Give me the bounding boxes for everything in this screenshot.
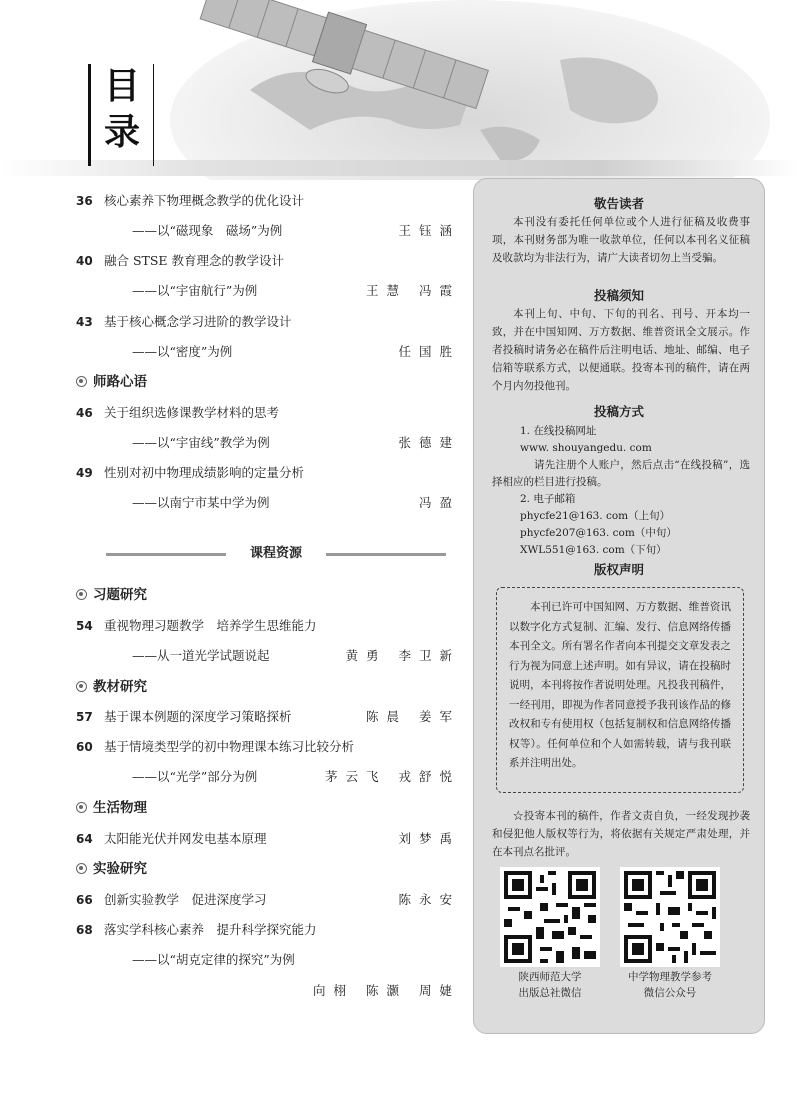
title-char-1: 目 <box>103 66 140 107</box>
article-author: 冯盈 <box>418 495 460 510</box>
copyright-text: 本刊已许可中国知网、万方数据、维普资讯以数字化方式复制、汇编、发行、信息网络传播本刊全文。所有署名作者向本刊提交文章发表之行为视为同意上述声明。如有异议，请在投稿时说明，本刊将按作者说明处理。凡投我刊稿件，一经刊用，即视为作者同意授予我刊该作品的修改权和专有使用权（包括复制权和信息网络传播权等）。任何单位和个人如需转载，请与我刊联系并注明出处。 <box>509 601 731 769</box>
title-char-2: 录 <box>103 112 140 153</box>
page-number: 54 <box>76 619 93 633</box>
article-title: 基于课本例题的深度学习策略探析 <box>104 709 292 724</box>
target-icon <box>76 589 87 600</box>
qr-code-publisher[interactable] <box>500 867 600 967</box>
plagiarism-warning: ☆投寄本刊的稿件，作者文责自负，一经发现抄袭和侵犯他人版权等行为，将依据有关规定严肃处理，并在本刊点名批评。 <box>492 810 750 858</box>
target-icon <box>76 681 87 692</box>
article-author: 王慧 冯霞 <box>366 283 460 298</box>
online-instructions: 请先注册个人账户，然后点击“在线投稿”，选择相应的栏目进行投稿。 <box>492 459 750 488</box>
article-author: 茅云飞 戎舒悦 <box>325 769 460 784</box>
article-author: 张德建 <box>398 435 460 450</box>
article-title: 基于核心概念学习进阶的教学设计 <box>104 314 292 329</box>
section-heading-jiaocai <box>76 677 147 697</box>
section-heading-shenghuo <box>76 798 147 818</box>
article-title: 核心素养下物理概念教学的优化设计 <box>104 193 305 208</box>
submission-notes-text: 本刊上旬、中旬、下旬的刊名、刊号、开本均一致，并在中国知网、万方数据、维普资讯全文展示。作者投稿时请务必在稿件后注明电话、地址、邮编、电子信箱等联系方式，以便通联。投寄本刊的稿件，请在两个月内勿投他刊。 <box>492 308 750 392</box>
section-label: 师路心语 <box>93 374 147 390</box>
article-subtitle: ——以“宇宙航行”为例 <box>132 283 258 298</box>
caption-line: 中学物理教学参考 <box>628 971 712 983</box>
submission-url[interactable]: www. shouyangedu. com <box>520 442 652 454</box>
qr-code-icon <box>620 867 720 967</box>
article-subtitle: ——以“密度”为例 <box>132 344 233 359</box>
article-title: 基于情境类型学的初中物理课本练习比较分析 <box>104 739 355 754</box>
qr-code-journal[interactable] <box>620 867 720 967</box>
method-online-label: 1. 在线投稿网址 <box>520 425 597 437</box>
page-number: 36 <box>76 194 93 208</box>
qr-code-icon <box>500 867 600 967</box>
divider-label-wrap <box>106 544 446 564</box>
page-number: 64 <box>76 832 93 846</box>
page-number: 40 <box>76 254 93 268</box>
article-title: 性别对初中物理成绩影响的定量分析 <box>104 465 305 480</box>
heading-notice-readers: 敬告读者 <box>593 196 644 211</box>
article-subtitle: ——以“光学”部分为例 <box>132 769 258 784</box>
article-subtitle: ——以“磁现象 磁场”为例 <box>132 223 283 238</box>
article-title: 落实学科核心素养 提升科学探究能力 <box>104 922 317 937</box>
qr-caption-journal <box>605 969 735 1001</box>
page-number: 43 <box>76 315 93 329</box>
page-number: 60 <box>76 740 93 754</box>
notice-readers-text: 本刊没有委托任何单位或个人进行征稿及收费事项，本刊财务部为唯一收款单位，任何以本刊名义征稿及收款均为非法行为，请广大读者切勿上当受骗。 <box>492 216 750 264</box>
copyright-notice-box <box>496 587 744 793</box>
page-number: 68 <box>76 923 93 937</box>
article-author: 王钰涵 <box>398 223 460 238</box>
info-sidebar <box>473 178 765 1034</box>
email-middle[interactable]: phycfe207@163. com（中旬） <box>520 527 677 539</box>
heading-submission-methods: 投稿方式 <box>593 404 644 419</box>
article-title: 重视物理习题教学 培养学生思维能力 <box>104 618 317 633</box>
article-title: 融合 STSE 教育理念的教学设计 <box>104 253 285 268</box>
article-author: 刘梦禹 <box>398 831 460 846</box>
article-title: 太阳能光伏并网发电基本原理 <box>104 831 267 846</box>
divider-label: 课程资源 <box>246 546 306 561</box>
article-subtitle: ——以“宇宙线”教学为例 <box>132 435 270 450</box>
article-author: 任国胜 <box>398 344 460 359</box>
page-number: 57 <box>76 710 93 724</box>
section-label: 生活物理 <box>93 800 147 816</box>
target-icon <box>76 863 87 874</box>
section-label: 教材研究 <box>93 679 147 695</box>
page-number: 66 <box>76 893 93 907</box>
email-upper[interactable]: phycfe21@163. com（上旬） <box>520 510 671 522</box>
column-divider-kecheng <box>106 544 446 564</box>
heading-copyright: 版权声明 <box>593 562 644 577</box>
contents-title <box>88 64 154 166</box>
section-label: 实验研究 <box>93 861 147 877</box>
article-subtitle: ——从一道光学试题说起 <box>132 648 270 663</box>
article-subtitle: ——以南宁市某中学为例 <box>132 495 270 510</box>
page-number: 49 <box>76 466 93 480</box>
caption-line: 微信公众号 <box>643 987 697 999</box>
section-heading-xiti <box>76 585 147 605</box>
article-author: 黄勇 李卫新 <box>345 648 460 663</box>
method-email-label: 2. 电子邮箱 <box>520 493 576 505</box>
qr-caption-publisher <box>485 969 615 1001</box>
target-icon <box>76 376 87 387</box>
email-lower[interactable]: XWL551@163. com（下旬） <box>520 544 667 556</box>
caption-line: 陕西师范大学 <box>518 971 582 983</box>
article-author: 陈晨 姜军 <box>366 709 460 724</box>
target-icon <box>76 802 87 813</box>
article-title: 创新实验教学 促进深度学习 <box>104 892 267 907</box>
section-label: 习题研究 <box>93 587 147 603</box>
article-author: 陈永安 <box>398 892 460 907</box>
section-heading-shiyan <box>76 859 147 879</box>
caption-line: 出版总社微信 <box>518 987 582 999</box>
section-heading-shilu <box>76 372 147 392</box>
page-number: 46 <box>76 406 93 420</box>
heading-submission-notes: 投稿须知 <box>593 288 644 303</box>
article-author: 向栩 陈灏 周婕 <box>313 983 460 998</box>
article-subtitle: ——以“胡克定律的探究”为例 <box>132 952 295 967</box>
article-title: 关于组织选修课教学材料的思考 <box>104 405 280 420</box>
